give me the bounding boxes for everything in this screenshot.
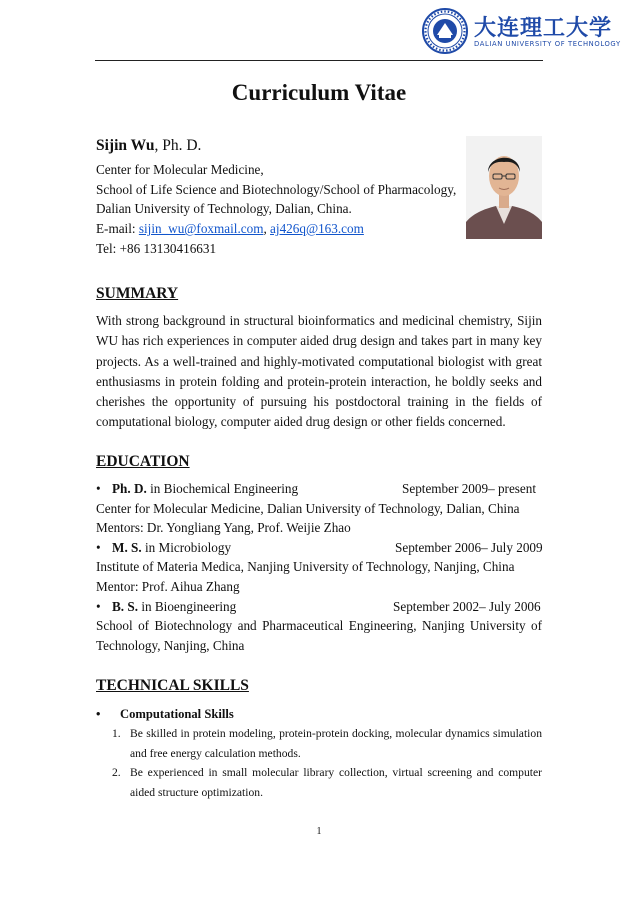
portrait-image bbox=[466, 136, 542, 239]
address-line-3: Dalian University of Technology, Dalian, China. bbox=[96, 201, 352, 217]
degree-label: B. S. bbox=[112, 598, 139, 614]
email-link-2[interactable]: aj426q@163.com bbox=[270, 221, 364, 237]
degree-field: in Microbiology bbox=[141, 539, 232, 555]
email-link-1[interactable]: sijin_wu@foxmail.com bbox=[138, 221, 264, 237]
bullet-icon: • bbox=[96, 539, 101, 555]
skill-item bbox=[96, 724, 542, 763]
header-divider bbox=[95, 60, 543, 61]
education-heading: EDUCATION bbox=[96, 453, 190, 470]
address-line-1: Center for Molecular Medicine, bbox=[96, 162, 264, 177]
education-mentors: Mentors: Dr. Yongliang Yang, Prof. Weijie Zhao bbox=[96, 520, 351, 536]
person-name: Sijin Wu bbox=[96, 137, 155, 154]
university-seal-icon bbox=[422, 8, 468, 54]
email-separator: , bbox=[263, 221, 271, 237]
degree-dates: September 2006– July 2009 bbox=[395, 539, 543, 555]
skill-item-text: Be experienced in small molecular library collection, virtual screening and computer aided structure optimization. bbox=[130, 766, 542, 799]
phone-line: Tel: +86 13130416631 bbox=[96, 240, 217, 256]
contact-block bbox=[96, 160, 456, 259]
degree-label: Ph. D. bbox=[112, 481, 147, 496]
skills-list bbox=[96, 704, 542, 802]
skills-heading: TECHNICAL SKILLS bbox=[96, 677, 249, 694]
education-institution: School of Biotechnology and Pharmaceutical Engineering, Nanjing University of bbox=[96, 618, 542, 634]
education-institution: Institute of Materia Medica, Nanjing University of Technology, Nanjing, China bbox=[96, 559, 515, 575]
summary-text: With strong background in structural bioinformatics and medicinal chemistry, Sijin WU has rich experiences in computer aided drug design and takes part in many key projects. As a well-trained and highly-motivated computational biologist with great enthusiasms in protein folding and protein-protein interaction, he boldly seeks and cherishes the opportunity of pursuing his postdoctoral training in the fields of computational biology, computer aided drug design or other fields concerned. bbox=[96, 313, 542, 430]
degree-label: M. S. bbox=[112, 539, 142, 555]
logo-english-text: DALIAN UNIVERSITY OF TECHNOLOGY bbox=[474, 40, 621, 48]
logo-chinese-text: 大连理工大学 bbox=[474, 15, 613, 41]
skill-item bbox=[96, 763, 542, 802]
page-number: 1 bbox=[316, 826, 322, 837]
skill-item-text: Be skilled in protein modeling, protein-protein docking, molecular dynamics simulation and free energy calculation methods. bbox=[130, 727, 542, 760]
degree-dates: September 2009– present bbox=[402, 481, 537, 496]
degree-dates: September 2002– July 2006 bbox=[393, 598, 541, 614]
summary-heading: SUMMARY bbox=[96, 285, 179, 302]
portrait-photo bbox=[466, 136, 542, 239]
education-institution-cont: Technology, Nanjing, China bbox=[96, 637, 245, 653]
degree-field: in Biochemical Engineering bbox=[146, 481, 299, 496]
skill-item-number: 1. bbox=[112, 727, 121, 740]
education-mentors: Mentor: Prof. Aihua Zhang bbox=[96, 578, 240, 594]
education-list bbox=[96, 479, 542, 655]
person-degree: , Ph. D. bbox=[154, 137, 202, 154]
address-line-2: School of Life Science and Biotechnology/School of Pharmacology, bbox=[96, 181, 457, 197]
bullet-icon: • bbox=[96, 481, 101, 496]
bullet-icon: • bbox=[96, 598, 101, 614]
person-name-line bbox=[96, 137, 201, 155]
education-entry-bs bbox=[96, 597, 542, 617]
email-label: E-mail: bbox=[96, 221, 139, 237]
education-institution: Center for Molecular Medicine, Dalian University of Technology, Dalian, China bbox=[96, 500, 520, 516]
skill-item-number: 2. bbox=[112, 766, 121, 779]
document-title: Curriculum Vitae bbox=[231, 80, 407, 105]
skill-group bbox=[96, 704, 542, 724]
email-line bbox=[96, 219, 456, 239]
bullet-icon: • bbox=[96, 707, 101, 721]
skill-group-title: Computational Skills bbox=[120, 707, 234, 721]
education-entry-phd bbox=[96, 479, 542, 499]
degree-field: in Bioengineering bbox=[138, 598, 237, 614]
education-entry-ms bbox=[96, 538, 542, 558]
university-logo bbox=[422, 8, 621, 56]
